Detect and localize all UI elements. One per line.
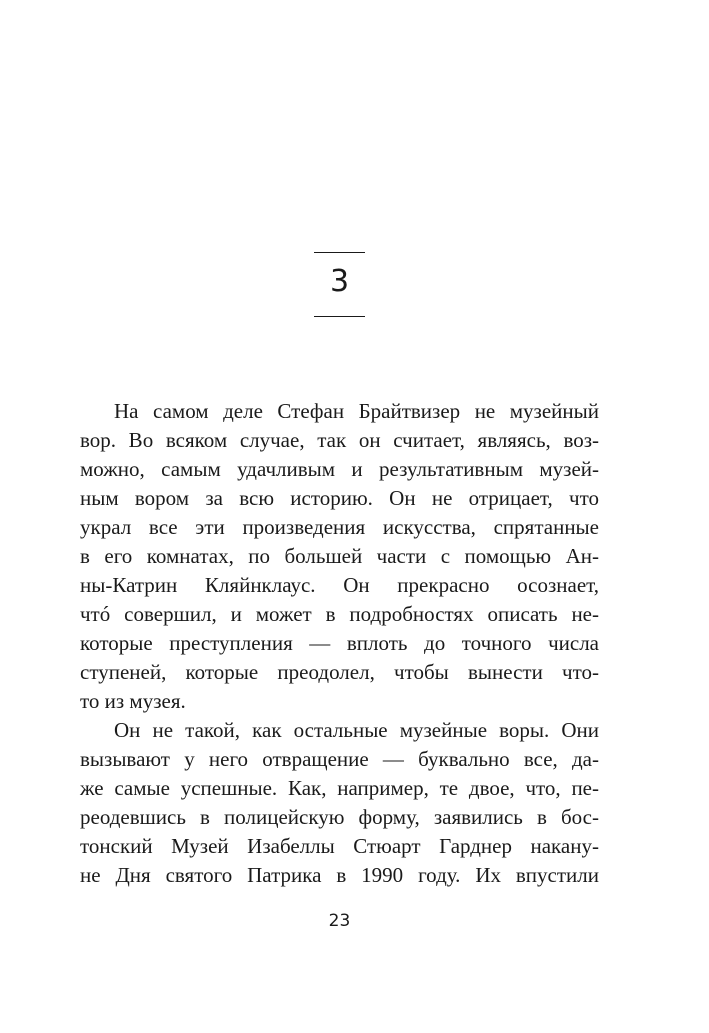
paragraph-2 bbox=[80, 716, 599, 890]
text-line: не Дня святого Патрика в 1990 году. Их впустили bbox=[80, 863, 599, 887]
text-line: ны-Катрин Кляйнклаус. Он прекрасно осознает, bbox=[80, 573, 599, 597]
text-line: Он не такой, как остальные музейные воры. Они bbox=[114, 718, 599, 742]
text-line: вор. Во всяком случае, так он считает, являясь, воз- bbox=[80, 428, 599, 452]
chapter-rule-bottom bbox=[314, 316, 365, 317]
text-line: вызывают у него отвращение — буквально все, да- bbox=[80, 747, 599, 771]
text-line: ным вором за всю историю. Он не отрицает, что bbox=[80, 486, 599, 510]
text-line: украл все эти произведения искусства, спрятанные bbox=[80, 515, 599, 539]
text-line: то из музея. bbox=[80, 689, 186, 713]
text-line: чтó совершил, и может в подробностях описать не- bbox=[80, 602, 599, 626]
body-text bbox=[80, 397, 599, 890]
text-line: можно, самым удачливым и результативным музей- bbox=[80, 457, 599, 481]
text-line: тонский Музей Изабеллы Стюарт Гарднер накану- bbox=[80, 834, 599, 858]
page-number: 23 bbox=[328, 911, 351, 931]
chapter-number: 3 bbox=[329, 264, 350, 299]
paragraph-1 bbox=[80, 397, 599, 716]
text-line: же самые успешные. Как, например, те двое, что, пе- bbox=[80, 776, 599, 800]
text-line: реодевшись в полицейскую форму, заявились в бос- bbox=[80, 805, 599, 829]
text-line: которые преступления — вплоть до точного числа bbox=[80, 631, 599, 655]
text-line: в его комнатах, по большей части с помощью Ан- bbox=[80, 544, 599, 568]
chapter-rule-top bbox=[314, 252, 365, 253]
text-line: На самом деле Стефан Брайтвизер не музейный bbox=[114, 399, 599, 423]
text-line: ступеней, которые преодолел, чтобы вынести что- bbox=[80, 660, 599, 684]
